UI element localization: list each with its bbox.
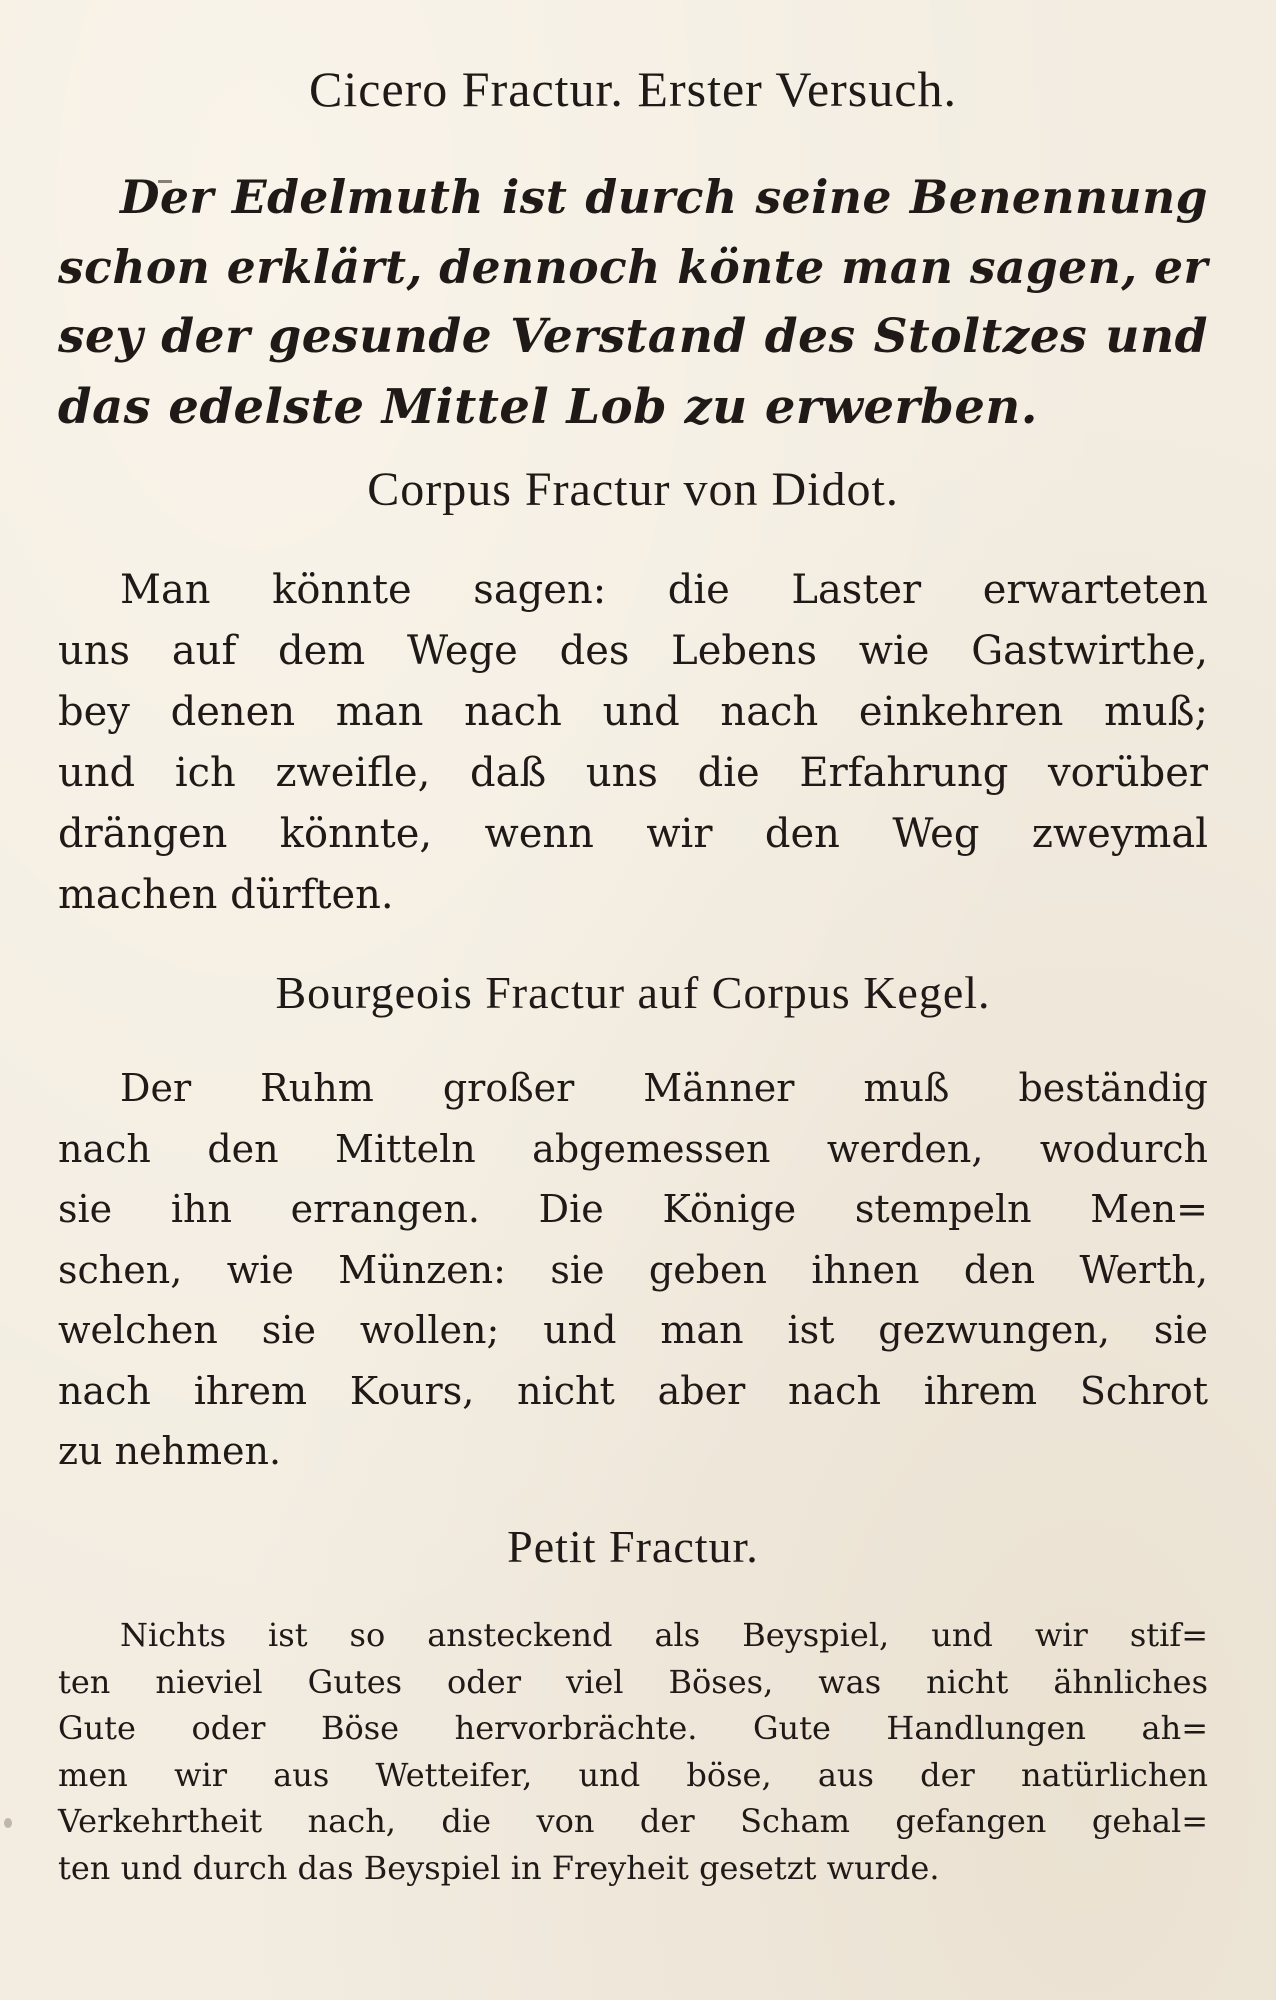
- paragraph-corpus: [58, 560, 1208, 926]
- text-line: bey denen man nach und nach einkehren muß;: [58, 689, 1208, 735]
- text-line: sie ihn errangen. Die Könige stempeln Men=: [58, 1187, 1208, 1231]
- text-line: Gute oder Böse hervorbrächte. Gute Handlungen ah=: [58, 1709, 1208, 1747]
- text-line: ten nieviel Gutes oder viel Böses, was nicht ähnliches: [58, 1662, 1208, 1701]
- text-line: nach den Mitteln abgemessen werden, wodurch: [58, 1126, 1208, 1171]
- text-line: schon erklärt, dennoch könte man sagen, er: [58, 240, 1208, 294]
- text-line: sey der gesunde Verstand des Stoltzes und: [58, 309, 1208, 364]
- section-heading-bourgeois: Bourgeois Fractur auf Corpus Kegel.: [275, 967, 991, 1018]
- text-line: Man könnte sagen: die Laster erwarteten: [120, 567, 1208, 613]
- text-line: uns auf dem Wege des Lebens wie Gastwirthe,: [58, 628, 1208, 674]
- section-heading-petit: Petit Fractur.: [507, 1521, 759, 1572]
- text-line: drängen könnte, wenn wir den Weg zweymal: [58, 811, 1208, 857]
- text-line: nach ihrem Kours, nicht aber nach ihrem Schrot: [58, 1368, 1208, 1413]
- text-line: welchen sie wollen; und man ist gezwungen, sie: [58, 1308, 1208, 1352]
- text-line: und ich zweifle, daß uns die Erfahrung vorüber: [58, 750, 1208, 796]
- paragraph-bourgeois: [58, 1058, 1208, 1482]
- text-line: men wir aus Wetteifer, und böse, aus der natürlichen: [58, 1755, 1208, 1794]
- text-line: schen, wie Münzen: sie geben ihnen den Werth,: [58, 1247, 1208, 1292]
- paper-blemish: [4, 1818, 12, 1828]
- text-line: machen dürften.: [58, 872, 394, 918]
- text-line: Der Edelmuth ist durch seine Benennung: [120, 170, 1208, 224]
- text-line: Der Ruhm großer Männer muß beständig: [120, 1066, 1208, 1110]
- text-line: das edelste Mittel Lob zu erwerben.: [58, 379, 1039, 435]
- type-specimen-page: [58, 0, 1208, 2000]
- paragraph-petit: [58, 1612, 1208, 1891]
- paragraph-cicero: [58, 162, 1208, 442]
- text-line: Verkehrtheit nach, die von der Scham gefangen gehal=: [58, 1802, 1208, 1840]
- text-line: Nichts ist so ansteckend als Beyspiel, und wir stif=: [120, 1616, 1208, 1654]
- text-line: zu nehmen.: [58, 1429, 282, 1473]
- section-heading-cicero: Cicero Fractur. Erster Versuch.: [309, 61, 957, 117]
- section-heading-corpus: Corpus Fractur von Didot.: [367, 463, 899, 516]
- text-line: ten und durch das Beyspiel in Freyheit gesetzt wurde.: [58, 1848, 940, 1887]
